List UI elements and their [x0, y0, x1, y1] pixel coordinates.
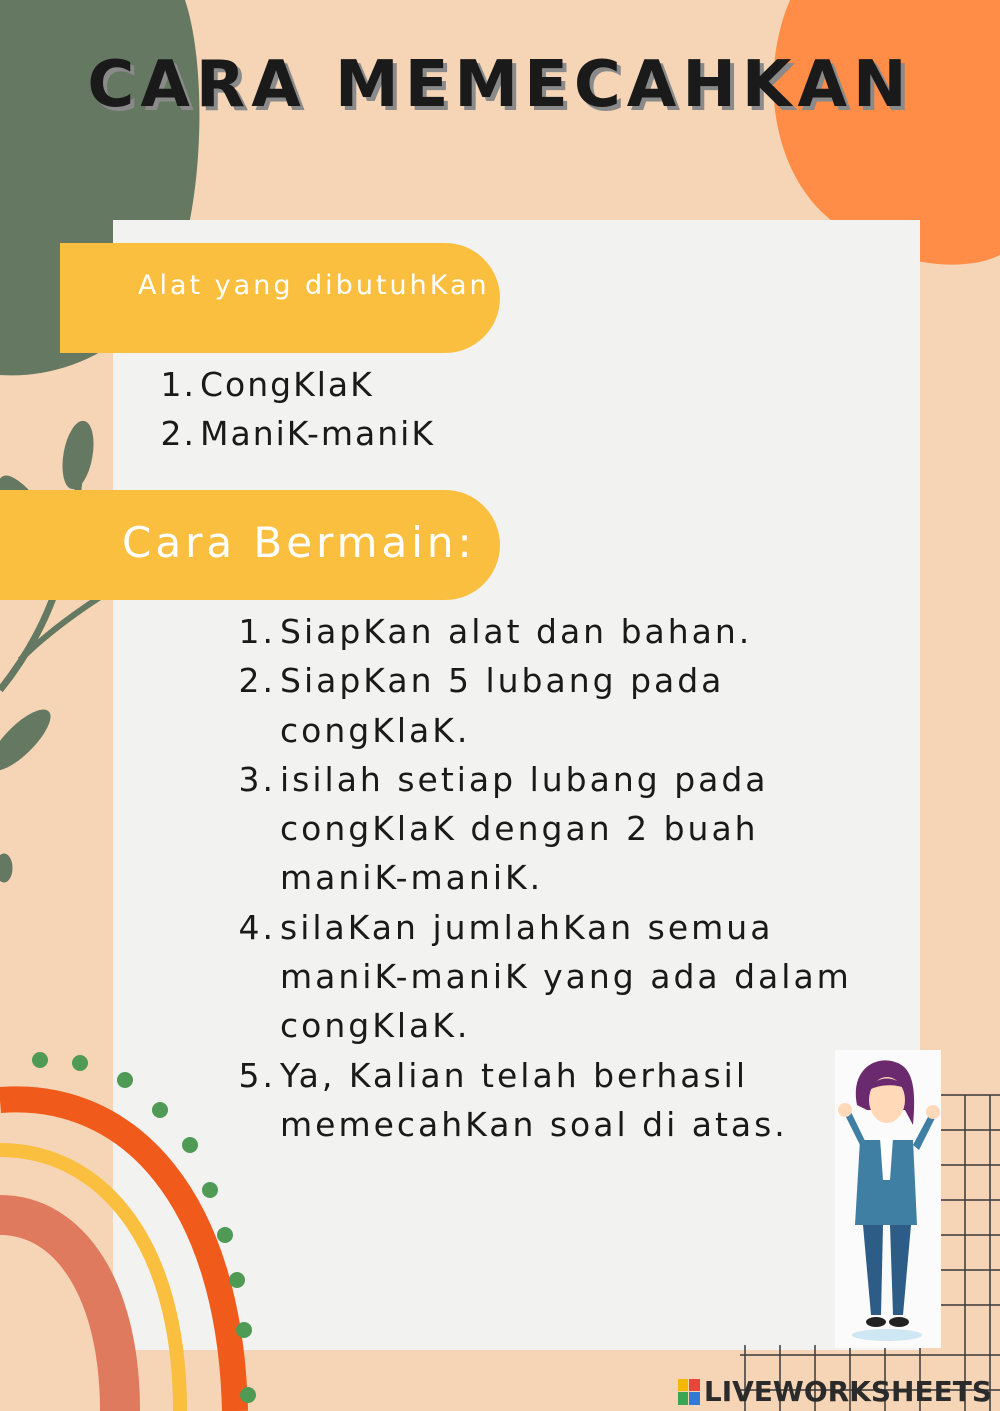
list-item: 5. Ya, Kalian telah berhasil memecahKan soal di atas. [238, 1055, 788, 1144]
rainbow-icon [0, 1099, 235, 1411]
tools-heading: Alat yang dibutuhKan [138, 270, 490, 301]
list-item: 2. SiapKan 5 lubang pada congKlaK. [238, 661, 725, 750]
liveworksheets-logo-icon [678, 1379, 700, 1405]
list-item: 4. silaKan jumlahKan semua maniK-maniK yang ada dalam congKlaK. [238, 907, 852, 1046]
list-item: 1. CongKlaK [160, 365, 374, 404]
tools-list [148, 360, 435, 458]
list-item: 3. isilah setiap lubang pada congKlaK dengan 2 buah maniK-maniK. [238, 759, 769, 898]
steps-list [230, 607, 910, 1149]
page-title: CARA MEMECAHKAN [87, 48, 913, 122]
watermark-text: LIVEWORKSHEETS [703, 1375, 992, 1408]
list-item: 2. ManiK-maniK [160, 414, 435, 453]
howto-heading: Cara Bermain: [122, 518, 476, 567]
plant-branch-icon [0, 419, 168, 882]
watermark [678, 1375, 992, 1408]
list-item: 1. SiapKan alat dan bahan. [238, 612, 753, 651]
